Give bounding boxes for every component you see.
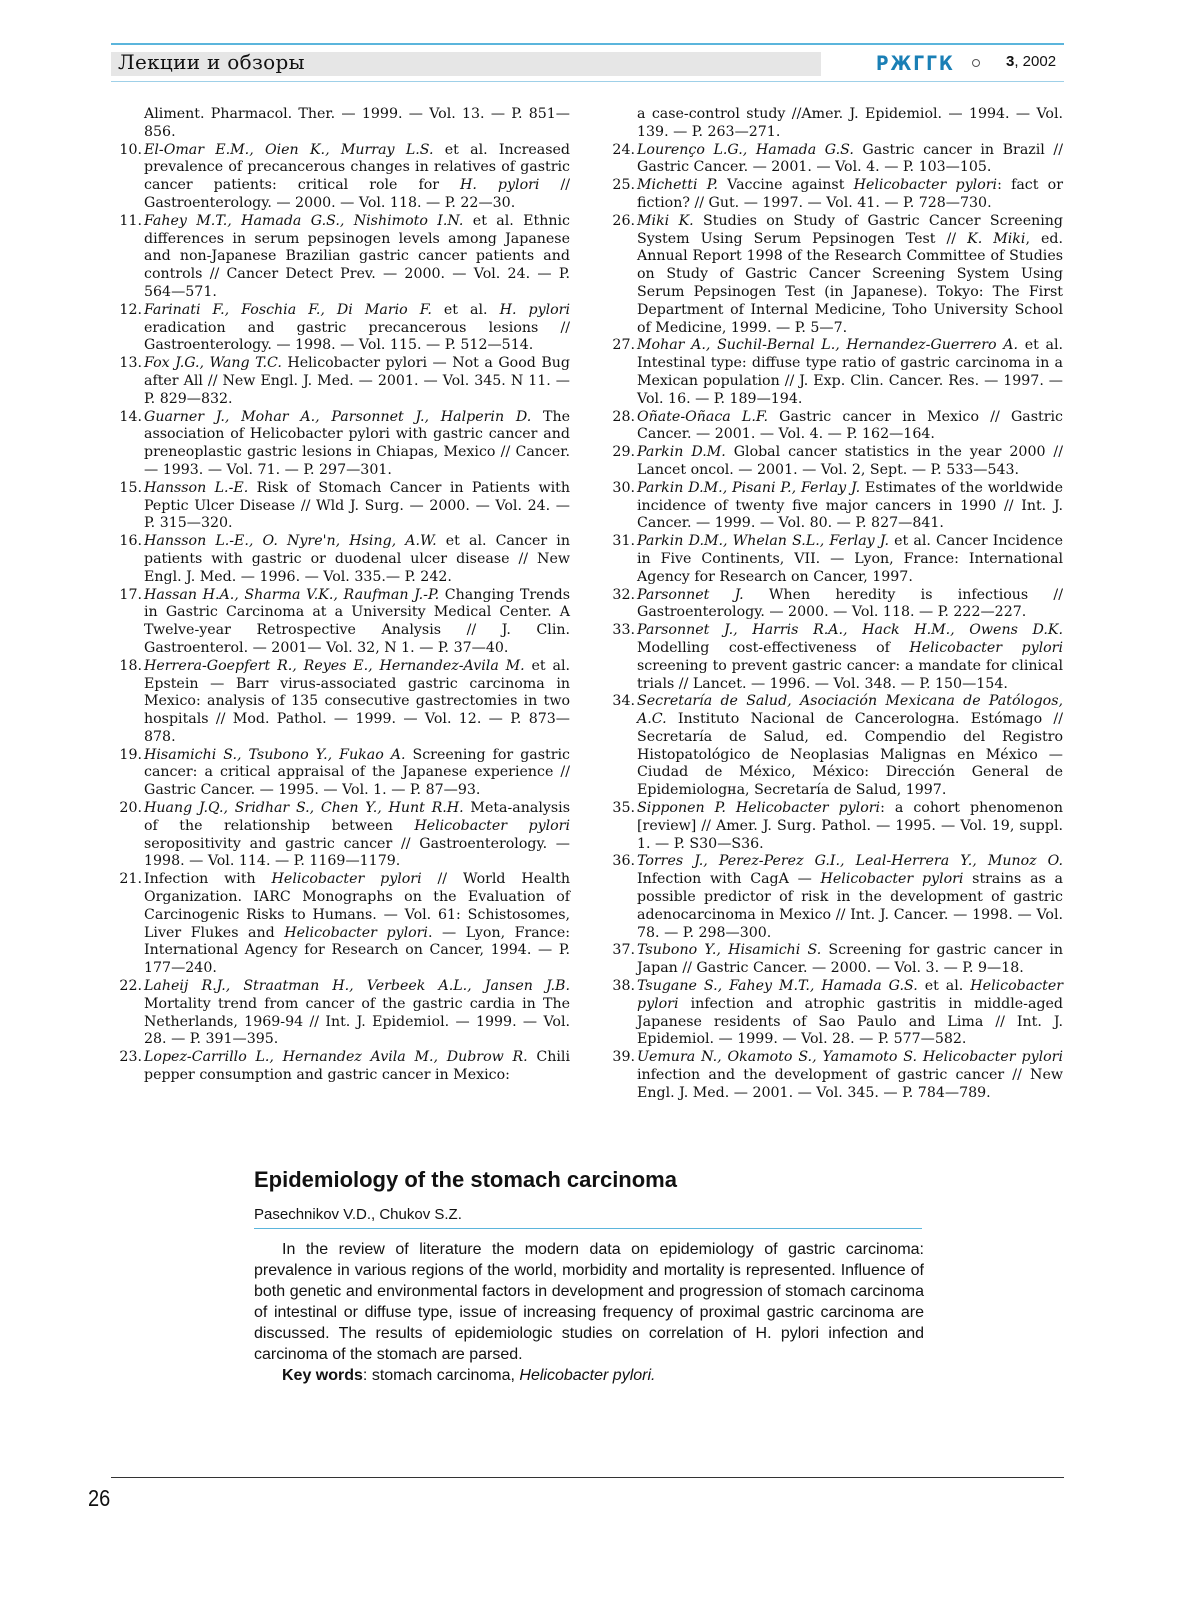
reference-item [605,622,1063,693]
reference-item [112,142,570,213]
reference-item [605,480,1063,533]
reference-item [605,800,1063,853]
reference-item [112,587,570,658]
issue-number: 3 [1006,53,1015,70]
reference-item [112,106,570,142]
reference-item [112,213,570,302]
reference-number: 21. [119,871,142,888]
english-abstract [254,1165,924,1386]
reference-item [112,871,570,978]
reference-text: Aliment. Pharmacol. Ther. — 1999. — Vol. 13. — P. 851—856. [144,106,570,140]
reference-number: 37. [612,942,635,959]
reference-item [112,978,570,1049]
reference-number: 32. [612,586,635,603]
reference-item [605,853,1063,942]
reference-number: 31. [612,533,635,550]
keywords-label: Key words [282,1367,363,1384]
reference-number: 16. [119,533,142,550]
reference-text: Lopez-Carrillo L., Hernandez Avila M., Dubrow R. Chili pepper consumption and gastric cancer in Mexico: [144,1049,570,1084]
references-left-column [112,106,570,1085]
reference-item [605,213,1063,338]
references-right-column [605,106,1063,1103]
reference-text: Hisamichi S., Tsubono Y., Fukao A. Screening for gastric cancer: a critical appraisal of the Japanese experience // Gastric Cancer. — 1995. — Vol. 1. — P. 87—93. [144,746,570,799]
reference-item [605,1049,1063,1102]
reference-number: 10. [119,141,142,158]
reference-text: Oñate-Oñaca L.F. Gastric cancer in Mexico // Gastric Cancer. — 2001. — Vol. 4. — P. 162—164. [637,408,1063,443]
header-top-rule [111,43,1064,45]
reference-text: Hansson L.-E. Risk of Stomach Cancer in Patients with Peptic Ulcer Disease // Wld J. Surg. — 2000. — Vol. 24. — P. 315—320. [144,479,570,532]
reference-number: 18. [119,657,142,674]
reference-text: Hassan H.A., Sharma V.K., Raufman J.-P. Changing Trends in Gastric Carcinoma at a University Medical Center. A Twelve-year Retrospective Analysis // J. Clin. Gastroenterol. — 2001— Vol. 32, N 1. — P. 37—40. [144,586,571,656]
reference-item [112,658,570,747]
reference-number: 14. [119,408,142,425]
reference-text: Farinati F., Foschia F., Di Mario F. et al. H. pylori eradication and gastric precancerous lesions // Gastroenterology. — 1998. — Vol. 115. — P. 512—514. [144,301,570,354]
reference-text: a case-control study //Amer. J. Epidemiol. — 1994. — Vol. 139. — P. 263—271. [637,106,1063,140]
reference-text: Torres J., Perez-Perez G.I., Leal-Herrera Y., Munoz O. Infection with CagA — Helicobacter pylori strains as a possible predictor of risk in the development of gastric adenocarcinoma in Mexico // Int. J. Cancer. — 1998. — Vol. 78. — P. 298—300. [637,853,1063,941]
reference-text: Uemura N., Okamoto S., Yamamoto S. Helicobacter pylori infection and the development of gastric cancer // New Engl. J. Med. — 2001. — Vol. 345. — P. 784—789. [637,1049,1063,1101]
reference-text: Lourenço L.G., Hamada G.S. Gastric cancer in Brazil // Gastric Cancer. — 2001. — Vol. 4. — P. 103—105. [637,141,1063,176]
reference-number: 22. [119,978,142,995]
reference-text: Parkin D.M., Pisani P., Ferlay J. Estimates of the worldwide incidence of twenty five major cancers in 1990 // Int. J. Cancer. — 1999. — Vol. 80. — P. 827—841. [637,479,1064,532]
abstract-authors: Pasechnikov V.D., Chukov S.Z. [254,1206,462,1223]
journal-logo: РЖГГК [876,52,955,76]
keywords-plain: stomach carcinoma, [371,1367,520,1384]
reference-text: Laheij R.J., Straatman H., Verbeek A.L., Jansen J.B. Mortality trend from cancer of the gastric cardia in The Netherlands, 1969-94 // Int. J. Epidemiol. — 1999. — Vol. 28. — P. 391—395. [144,978,570,1048]
keywords-italic: Helicobacter pylori. [519,1367,656,1384]
reference-text: El-Omar E.M., Oien K., Murray L.S. et al. Increased prevalence of precancerous changes in relatives of gastric cancer patients: critical role for H. pylori // Gastroenterology. — 2000. — Vol. 118. — P. 22—30. [144,141,571,211]
reference-number: 19. [119,746,142,763]
issue-info [1006,53,1056,70]
reference-item [112,355,570,408]
reference-number: 39. [612,1049,635,1066]
reference-text: Infection with Helicobacter pylori // World Health Organization. IARC Monographs on the Evaluation of Carcinogenic Risks to Humans. — Vol. 61: Schistosomes, Liver Flukes and Helicobacter pylori. — Lyon, France: International Agency for Research on Cancer, 1994. — P. 177—240. [144,871,570,977]
footer-rule [111,1477,1064,1478]
reference-text: Parkin D.M., Whelan S.L., Ferlay J. et al. Cancer Incidence in Five Continents, VII. — Lyon, France: International Agency for Research on Cancer, 1997. [637,533,1063,585]
issue-year: , 2002 [1014,53,1057,70]
reference-text: Guarner J., Mohar A., Parsonnet J., Halperin D. The association of Helicobacter pylori with gastric cancer and preneoplastic gastric lesions in Chiapas, Mexico // Cancer. — 1993. — Vol. 71. — P. 297—301. [144,408,570,478]
abstract-keywords [254,1365,924,1386]
reference-text: Tsubono Y., Hisamichi S. Screening for gastric cancer in Japan // Gastric Cancer. — 2000. — Vol. 3. — P. 9—18. [637,942,1064,977]
reference-item [605,444,1063,480]
reference-item [605,409,1063,445]
reference-item [605,177,1063,213]
reference-number: 26. [612,212,635,229]
reference-item [605,942,1063,978]
reference-number: 38. [612,978,635,995]
reference-number: 29. [612,444,635,461]
reference-item [605,337,1063,408]
reference-number: 27. [612,337,635,354]
reference-item [112,533,570,586]
reference-number: 11. [119,212,142,229]
reference-item [605,587,1063,623]
reference-text: Sipponen P. Helicobacter pylori: a cohort phenomenon [review] // Amer. J. Surg. Pathol. — 1995. — Vol. 19, suppl. 1. — P. S30—S36. [637,800,1063,852]
reference-number: 35. [612,800,635,817]
reference-number: 24. [612,141,635,158]
reference-item [112,302,570,355]
reference-number: 33. [612,622,635,639]
reference-item [112,409,570,480]
reference-number: 36. [612,853,635,870]
reference-item [605,693,1063,800]
reference-number: 15. [119,479,142,496]
abstract-body: In the review of literature the modern data on epidemiology of gastric carcinoma: prevalence in various regions of the world, morbidity and mortality is represented. Influence of both genetic and environmental factors in development and progression of stomach carcinoma of intestinal or diffuse type, issue of increasing frequency of proximal gastric carcinoma are discussed. The results of epidemiologic studies on correlation of H. pylori infection and carcinoma of the stomach are parsed. [254,1241,924,1363]
bullet-icon [972,59,980,67]
reference-text: Tsugane S., Fahey M.T., Hamada G.S. et al. Helicobacter pylori infection and atrophic gastritis in middle-aged Japanese residents of Sao Paulo and Lima // Int. J. Epidemiol. — 1999. — Vol. 28. — P. 577—582. [637,978,1063,1048]
section-title: Лекции и обзоры [118,50,305,74]
reference-number: 30. [612,479,635,496]
reference-text: Michetti P. Vaccine against Helicobacter pylori: fact or fiction? // Gut. — 1997. — Vol. 41. — P. 728—730. [637,177,1063,211]
reference-text: Fox J.G., Wang T.C. Helicobacter pylori — Not a Good Bug after All // New Engl. J. Med. — 2001. — Vol. 345. N 11. — P. 829—832. [144,355,570,407]
reference-item [112,1049,570,1085]
reference-number: 17. [119,586,142,603]
reference-text: Fahey M.T., Hamada G.S., Nishimoto I.N. et al. Ethnic differences in serum pepsinogen levels among Japanese and non-Japanese Brazilian gastric cancer patients and controls // Cancer Detect Prev. — 2000. — Vol. 24. — P. 564—571. [144,212,570,300]
reference-text: Parsonnet J. When heredity is infectious // Gastroenterology. — 2000. — Vol. 118. — P. 222—227. [637,586,1063,621]
reference-number: 25. [612,177,635,194]
reference-number: 34. [612,693,635,710]
reference-item [605,142,1063,178]
reference-text: Parsonnet J., Harris R.A., Hack H.M., Owens D.K. Modelling cost-effectiveness of Helicobacter pylori screening to prevent gastric cancer: a mandate for clinical trials // Lancet. — 1996. — Vol. 348. — P. 150—154. [637,622,1064,692]
reference-item [112,800,570,871]
reference-text: Herrera-Goepfert R., Reyes E., Hernandez-Avila M. et al. Epstein — Barr virus-associated gastric carcinoma in Mexico: analysis of 135 consecutive gastrectomies in two hospitals // Mod. Pathol. — 1999. — Vol. 12. — P. 873—878. [144,657,570,745]
page-number: 26 [88,1486,111,1512]
reference-item [605,106,1063,142]
reference-text: Parkin D.M. Global cancer statistics in the year 2000 // Lancet oncol. — 2001. — Vol. 2, Sept. — P. 533—543. [637,444,1063,478]
reference-text: Mohar A., Suchil-Bernal L., Hernandez-Guerrero A. et al. Intestinal type: diffuse type ratio of gastric carcinoma in a Mexican population // J. Exp. Clin. Cancer. Res. — 1997. — Vol. 16. — P. 189—194. [637,337,1064,407]
reference-item [112,480,570,533]
reference-number: 28. [612,408,635,425]
reference-item [605,978,1063,1049]
reference-number: 23. [119,1049,142,1066]
reference-text: Miki K. Studies on Study of Gastric Cancer Screening System Using Serum Pepsinogen Test // K. Miki, ed. Annual Report 1998 of the Research Committee of Studies on Study of Gastric Cancer Screening System Using Serum Pepsinogen Test (in Japanese). Tokyo: The First Department of Internal Medicine, Toho University School of Medicine, 1999. — P. 5—7. [637,212,1063,336]
keywords-sep: : [362,1367,372,1384]
reference-number: 12. [119,301,142,318]
reference-text: Huang J.Q., Sridhar S., Chen Y., Hunt R.H. Meta-analysis of the relationship between Helicobacter pylori seropositivity and gastric cancer // Gastroenterology. — 1998. — Vol. 114. — P. 1169—1179. [144,800,570,870]
reference-number: 13. [119,355,142,372]
reference-item [112,747,570,800]
header-bottom-rule [111,81,1064,82]
reference-item [605,533,1063,586]
reference-text: Hansson L.-E., O. Nyre'n, Hsing, A.W. et al. Cancer in patients with gastric or duodenal ulcer disease // New Engl. J. Med. — 1996. — Vol. 335.— P. 242. [144,533,570,585]
reference-number: 20. [119,800,142,817]
reference-text: Secretaría de Salud, Asociación Mexicana de Patólogos, A.C. Instituto Nacional de Cancerologна. Estómago // Secretaría de Salud, ed. Compendio del Registro Histopatológico de Neoplasias Malignas en México — Ciudad de México, México: Dirección General de Epidemiologна, Secretaría de Salud, 1997. [637,693,1063,799]
abstract-rule [254,1228,922,1229]
abstract-title: Epidemiology of the stomach carcinoma [254,1167,677,1192]
